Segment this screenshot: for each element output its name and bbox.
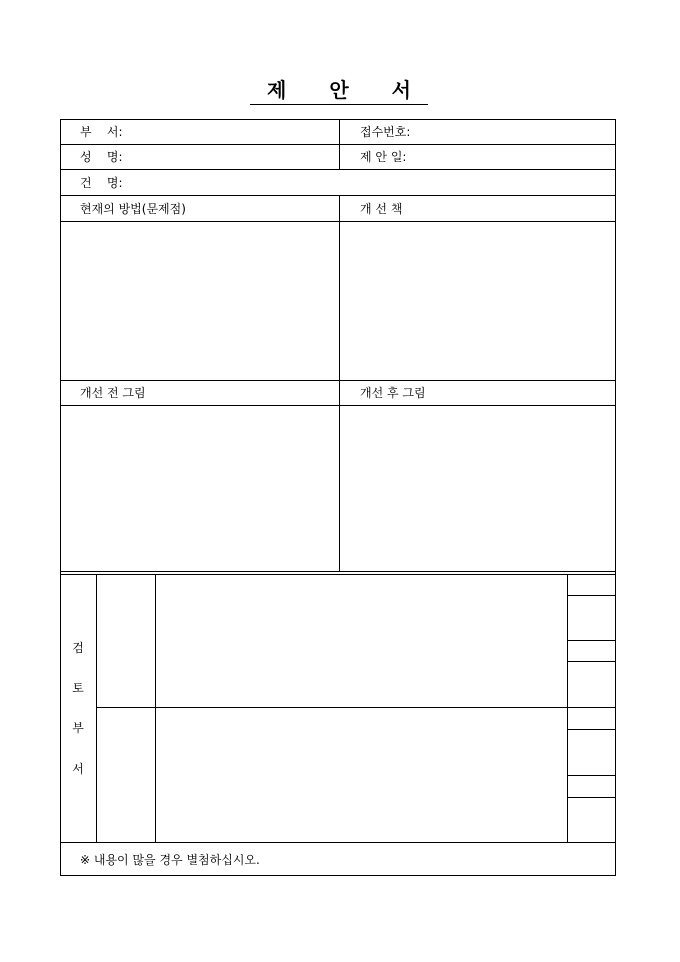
row-divider — [60, 144, 616, 145]
column-divider — [339, 119, 340, 169]
review-dept-char: 서 — [72, 762, 84, 776]
review-dept-char: 토 — [72, 681, 84, 695]
column-divider — [155, 574, 156, 842]
row-divider — [567, 595, 616, 596]
name-label: 성 명: — [80, 150, 123, 164]
department-label: 부 서: — [80, 125, 123, 139]
document-title: 제 안 서 — [250, 76, 428, 105]
proposal-form — [60, 119, 616, 876]
footnote: ※ 내용이 많을 경우 별첨하십시오. — [80, 853, 260, 867]
row-divider — [567, 775, 616, 776]
row-divider — [567, 661, 616, 662]
row-divider — [60, 842, 616, 843]
after-picture-label: 개선 후 그림 — [360, 386, 426, 400]
row-divider — [567, 797, 616, 798]
review-dept-char: 검 — [72, 641, 84, 655]
row-divider — [60, 169, 616, 170]
row-divider — [60, 571, 616, 572]
column-divider — [339, 195, 340, 571]
receipt-number-label: 접수번호: — [360, 125, 411, 139]
subject-label: 건 명: — [80, 176, 123, 190]
row-divider — [60, 380, 616, 381]
review-dept-char: 부 — [72, 721, 84, 735]
improvement-label: 개 선 책 — [360, 202, 403, 216]
row-divider — [60, 405, 616, 406]
current-method-label: 현재의 방법(문제점) — [80, 202, 186, 216]
column-divider — [96, 574, 97, 842]
row-divider — [96, 707, 616, 708]
row-divider — [567, 729, 616, 730]
before-picture-label: 개선 전 그림 — [80, 386, 146, 400]
row-divider — [567, 640, 616, 641]
row-divider — [60, 574, 616, 575]
row-divider — [60, 195, 616, 196]
column-divider — [567, 574, 568, 842]
proposal-date-label: 제 안 일: — [360, 150, 407, 164]
row-divider — [60, 221, 616, 222]
